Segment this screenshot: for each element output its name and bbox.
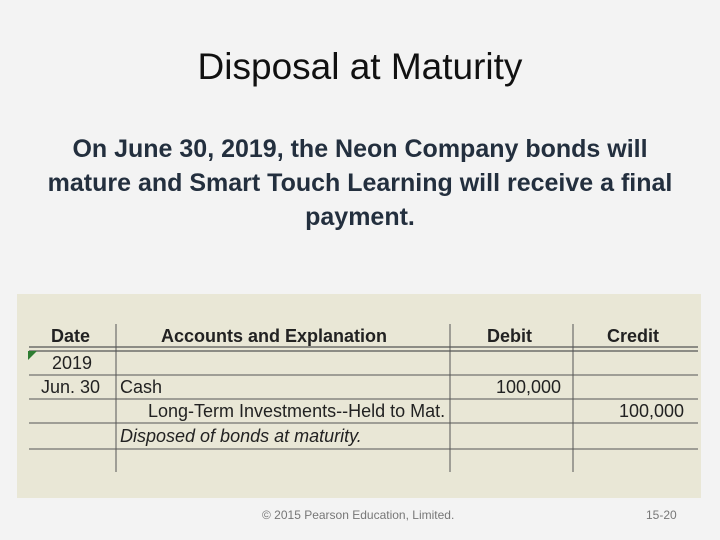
year-cell: 2019: [52, 353, 93, 373]
row2-account: Long-Term Investments--Held to Mat.: [148, 401, 446, 421]
row1-debit: 100,000: [496, 377, 562, 397]
copyright-footer: © 2015 Pearson Education, Limited.: [262, 508, 455, 522]
slide-body-text: On June 30, 2019, the Neon Company bonds will mature and Smart Touch Learning will receive a final payment.: [47, 135, 673, 231]
slide-title: Disposal at Maturity: [197, 46, 523, 87]
row3-explanation: Disposed of bonds at maturity.: [120, 426, 362, 446]
page-number: 15-20: [646, 508, 677, 522]
header-accounts: Accounts and Explanation: [161, 326, 388, 346]
row1-date: Jun. 30: [41, 377, 101, 397]
header-date: Date: [51, 326, 91, 346]
corner-marker-icon: [28, 351, 37, 360]
header-credit: Credit: [607, 326, 660, 346]
journal-entry-table: [17, 294, 701, 498]
row2-credit: 100,000: [619, 401, 685, 421]
header-debit: Debit: [487, 326, 532, 346]
row1-account: Cash: [120, 377, 163, 397]
